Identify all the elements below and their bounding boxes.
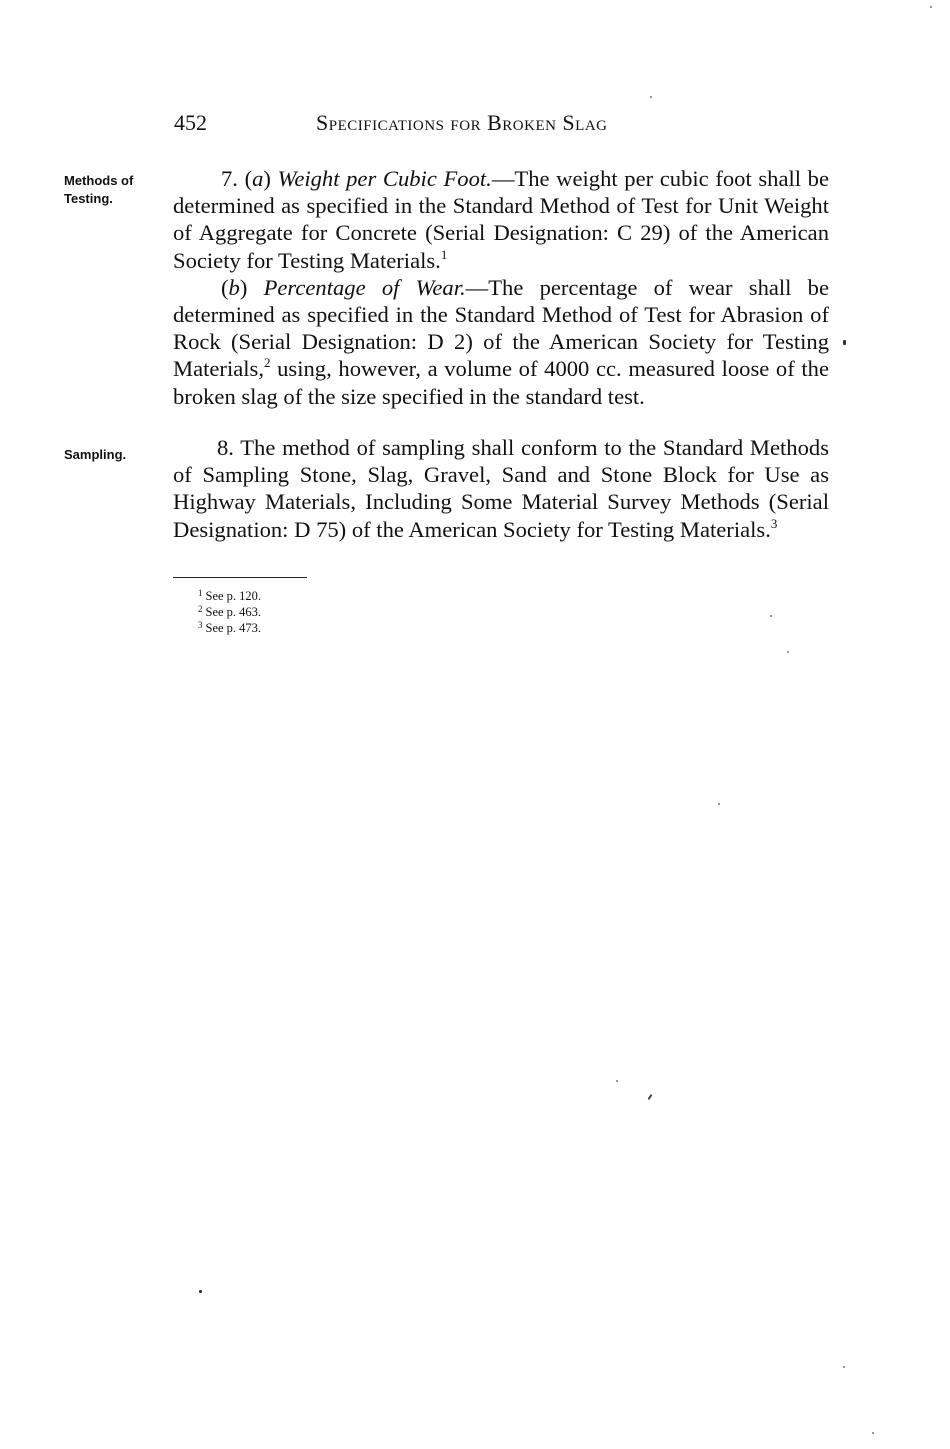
item-text-weight: —The weight per cubic foot shall be determined as specified in the Standard Method of Test for Unit Weight of Aggregate for Concrete (Serial Designation: C 29) of the American Society for Testing Materials. — [173, 166, 829, 273]
paragraph-8 — [173, 434, 829, 543]
scan-speck — [718, 803, 720, 805]
item-title-weight: Weight per Cubic Foot. — [277, 166, 492, 191]
paragraph-7b — [173, 274, 829, 410]
section-8 — [173, 434, 829, 543]
paren-close: ) — [263, 166, 278, 191]
scan-speck — [787, 651, 789, 653]
page-number: 452 — [174, 110, 207, 135]
paragraph-7a — [173, 165, 829, 274]
section-7 — [173, 165, 829, 410]
footnotes — [198, 588, 261, 636]
footnote-text: See p. 120. — [205, 589, 262, 603]
footnote — [198, 588, 261, 604]
scan-speck — [647, 1094, 652, 1100]
scan-speck — [843, 1366, 845, 1368]
sampling-text: 8. The method of sampling shall conform to the Standard Methods of Sampling Stone, Slag, Gravel, Sand and Stone Block for Use as Highway Materials, Including Some Material Survey Methods (Serial Designation: D 75) of the American Society for Testing Materials. — [173, 435, 829, 542]
scan-speck — [872, 1432, 874, 1434]
footnote — [198, 620, 261, 636]
scan-speck — [843, 340, 846, 345]
paren-open: ( — [221, 274, 229, 300]
margin-note-methods-of-testing: Methods of Testing. — [64, 173, 134, 206]
footnote-mark: 1 — [198, 588, 203, 598]
scan-speck — [770, 615, 772, 617]
footnote-text: See p. 473. — [205, 621, 262, 635]
paren-close: ) — [239, 274, 264, 300]
item-text-wear-cont: using, however, a volume of 4000 cc. measured loose of the broken slag of the size specified in the standard test. — [173, 356, 829, 409]
scan-speck — [199, 1290, 202, 1293]
item-text-wear: —The percentage of wear shall be determined as specified in the Standard Method of Test for Abrasion of Rock (Serial Designation: D 2) of the American Society for Testing Materials, — [173, 274, 829, 382]
footnote-ref-2[interactable]: 2 — [263, 355, 271, 371]
item-label-b: b — [228, 274, 240, 300]
scan-speck — [930, 6, 932, 8]
scan-speck — [650, 96, 652, 98]
item-title-wear: Percentage of Wear. — [263, 274, 466, 300]
section-number: 7. ( — [221, 166, 253, 191]
footnote-rule — [173, 577, 307, 578]
footnote-ref-3[interactable]: 3 — [770, 515, 778, 531]
scan-speck — [616, 1080, 618, 1082]
footnote-mark: 2 — [198, 604, 203, 614]
footnote-text: See p. 463. — [205, 605, 262, 619]
footnote — [198, 604, 261, 620]
item-label-a: a — [252, 166, 264, 191]
margin-note-sampling: Sampling. — [64, 447, 127, 462]
footnote-mark: 3 — [198, 620, 203, 630]
running-head: Specifications for Broken Slag — [316, 110, 608, 135]
footnote-ref-1[interactable]: 1 — [440, 246, 448, 262]
